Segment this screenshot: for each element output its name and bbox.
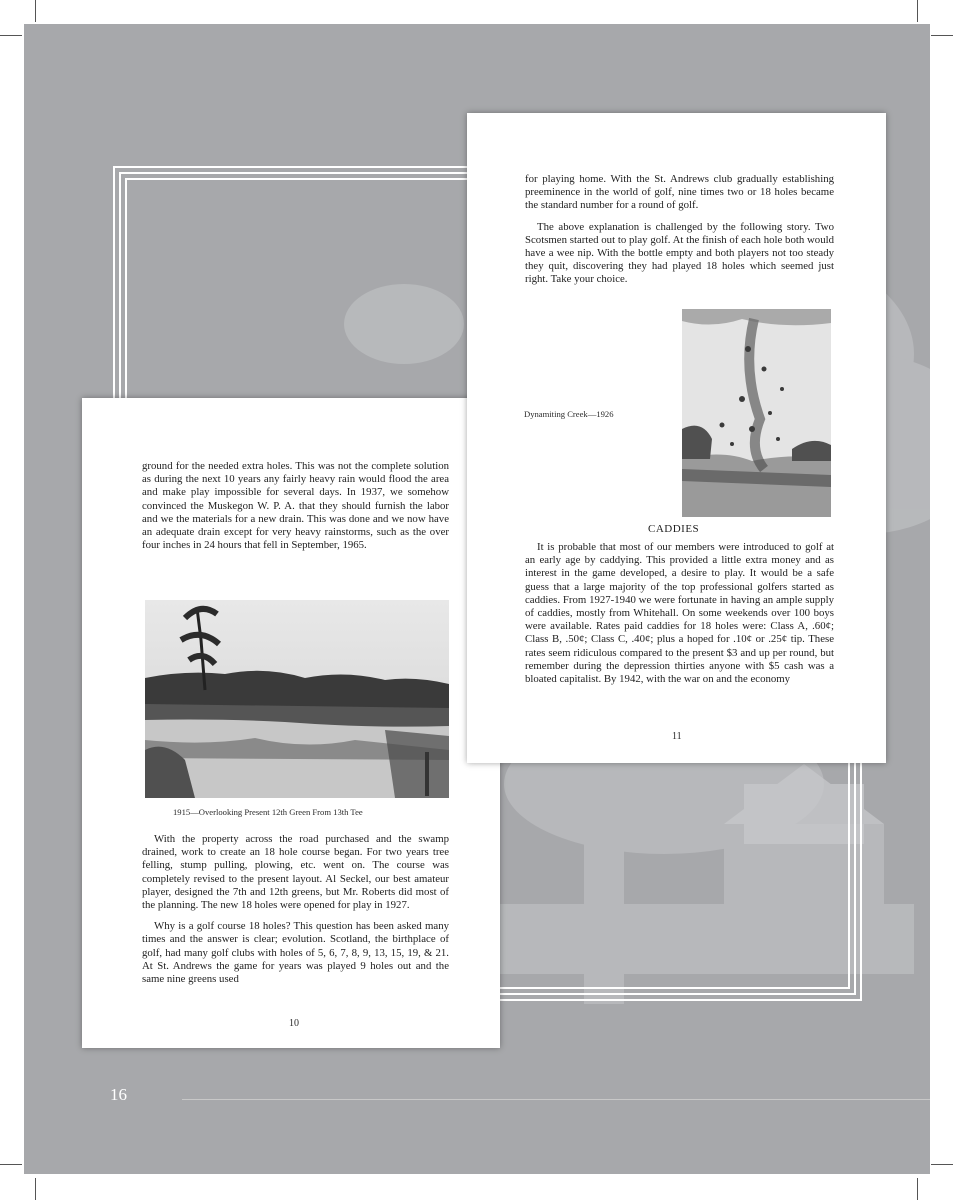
- paragraph: ground for the needed extra holes. This was not the complete solution as during the next 10 years any fairly heavy rain would flood the area and make play impossible for several days. In 1937, we somehow convinced the Muskegon W. P. A. that they should furnish the labor and we the materials for a new drain. This was done and we now have an adequate drain except for very heavy rainstorms, such as the over four inches in 24 hours that fell in September, 1965.: [142, 460, 449, 552]
- crop-mark: [931, 35, 953, 36]
- right-page-paragraphs-top: [525, 173, 834, 295]
- right-photo-caption: Dynamiting Creek—1926: [524, 409, 614, 419]
- paragraph: It is probable that most of our members were introduced to golf at an early age by caddying. This provided a little extra money and as interest in the game developed, a desire to play. It would be a safe guess that a large majority of the top professional golfers started as caddies. From 1927-1940 we were fortunate in having an ample supply of caddies, mostly from Whitehall. On some weekends over 100 boys were available. Rates paid caddies for 18 holes were: Class A, .60¢; Class B, .50¢; Class C, .40¢; plus a hoped for .10¢ or .25¢ tip. These rates seem ridiculous compared to the present $3 and up per round, but remember during the depression thirties anyone with $5 cash was a bloated capitalist. By 1942, with the war on and the economy: [525, 541, 834, 686]
- paragraph: The above explanation is challenged by the following story. Two Scotsmen started out to play golf. At the finish of each hole both would have a wee nip. With the bottle empty and both players not too steady they quit, discovering they had played 18 holes which seemed just right. Take your choice.: [525, 220, 834, 286]
- crop-mark: [0, 35, 22, 36]
- left-photo-caption: 1915—Overlooking Present 12th Green From 13th Tee: [173, 807, 363, 817]
- swamp-photo: [145, 600, 449, 798]
- footer-rule: [182, 1099, 930, 1100]
- right-page-paragraph-bottom: [525, 541, 834, 694]
- crop-mark: [931, 1164, 953, 1165]
- right-page-number: 11: [672, 731, 682, 742]
- section-heading: CADDIES: [648, 523, 700, 535]
- crop-mark: [0, 1164, 22, 1165]
- right-page: [467, 113, 886, 763]
- crop-mark: [917, 1178, 918, 1200]
- left-page-paragraph-top: [142, 460, 449, 560]
- crop-mark: [917, 0, 918, 22]
- paragraph: for playing home. With the St. Andrews club gradually establishing preeminence in the world of golf, nine times two or 18 holes became the standard number for a round of golf.: [525, 173, 834, 212]
- paragraph: Why is a golf course 18 holes? This question has been asked many times and the answer is clear; evolution. Scotland, the birthplace of golf, had many golf clubs with holes of 5, 6, 7, 8, 9, 13, 15, 19, & 21. At St. Andrews the game for years was played 9 holes out and the same nine greens used: [142, 920, 449, 986]
- spread-page-number: 16: [110, 1085, 127, 1104]
- crop-mark: [35, 0, 36, 22]
- left-page: [82, 398, 500, 1048]
- left-page-paragraphs-bottom: [142, 833, 449, 994]
- crop-mark: [35, 1178, 36, 1200]
- paragraph: With the property across the road purchased and the swamp drained, work to create an 18 hole course began. For two years tree felling, stump pulling, plowing, etc. went on. The course was completely revised to the present layout. Al Seckel, our best amateur player, designed the 7th and 12th greens, but Mr. Roberts did most of the planning. The new 18 holes were opened for play in 1927.: [142, 833, 449, 912]
- dynamiting-creek-photo: [682, 309, 831, 517]
- left-page-number: 10: [289, 1018, 299, 1029]
